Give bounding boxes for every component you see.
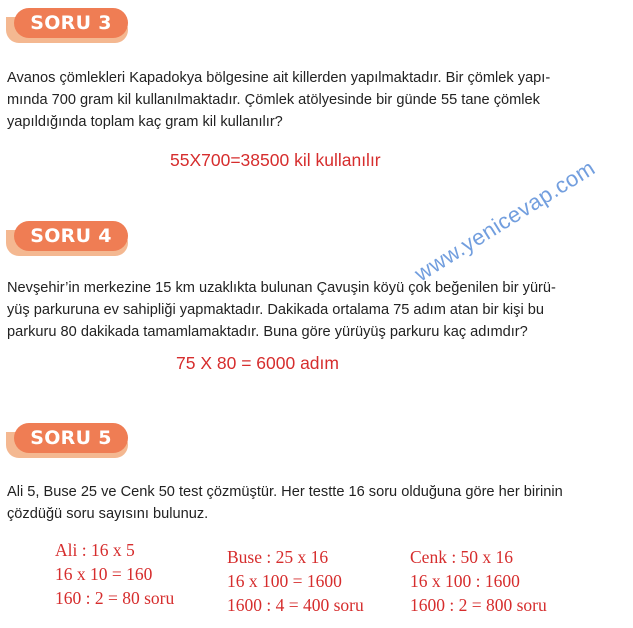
soru-5-text [7,481,631,525]
soru-3-text [7,67,631,133]
solution-line: 1600 : 4 = 400 soru [227,595,364,615]
question-line: Avanos çömlekleri Kapadokya bölgesine ait killerden yapılmaktadır. Bir çömlek yapı- [7,70,551,86]
soru-4-text [7,277,631,343]
solution-line: 160 : 2 = 80 soru [55,588,175,608]
question-line: parkuru 80 dakikada tamamlamaktadır. Buna göre yürüyüş parkuru kaç adımdır? [7,324,528,340]
question-line: mında 700 gram kil kullanılmaktadır. Çömlek atölyesinde bir günde 55 tane çömlek [7,92,540,108]
solution-line: Buse : 25 x 16 [227,547,329,567]
solution-line: Ali : 16 x 5 [55,540,135,560]
site-watermark: www.yenicevap.com [410,154,600,287]
cenk-solution [410,545,547,617]
question-line: yapıldığında toplam kaç gram kil kullanılır? [7,114,283,130]
solution-line: Cenk : 50 x 16 [410,547,514,567]
badge-label: SORU 3 [14,8,128,38]
question-line: yüş parkuruna ev sahipliği yapmaktadır. Dakikada ortalama 75 adım atan bir kişi bu [7,302,545,318]
badge-label: SORU 4 [14,221,128,251]
badge-label: SORU 5 [14,423,128,453]
question-line: Nevşehir’in merkezine 15 km uzaklıkta bulunan Çavuşin köyü çok beğenilen bir yürü- [7,280,556,296]
solution-line: 1600 : 2 = 800 soru [410,595,547,615]
question-line: çözdüğü soru sayısını bulunuz. [7,506,209,522]
solution-line: 16 x 100 = 1600 [227,571,342,591]
soru-3-answer: 55X700=38500 kil kullanılır [170,150,381,170]
solution-line: 16 x 10 = 160 [55,564,153,584]
ali-solution [55,538,174,610]
solution-line: 16 x 100 : 1600 [410,571,520,591]
buse-solution [227,545,364,617]
soru-4-answer: 75 X 80 = 6000 adım [176,353,339,373]
question-line: Ali 5, Buse 25 ve Cenk 50 test çözmüştür. Her testte 16 soru olduğuna göre her birinin [7,484,563,500]
